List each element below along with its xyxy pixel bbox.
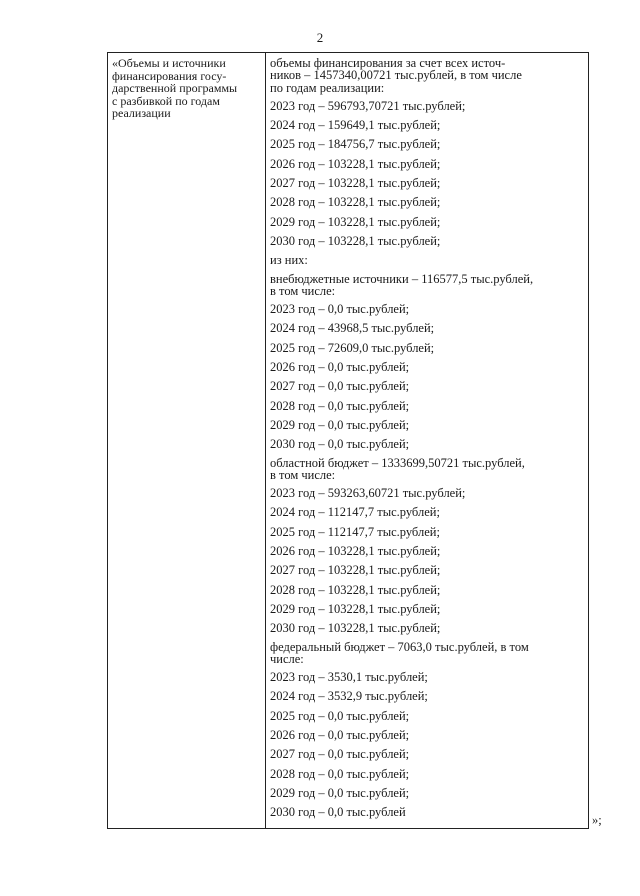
funding-line: 2023 год – 3530,1 тыс.рублей; <box>270 670 428 685</box>
funding-line: 2026 год – 103228,1 тыс.рублей; <box>270 156 441 171</box>
funding-line: 2024 год – 112147,7 тыс.рублей; <box>270 505 440 520</box>
section-heading: внебюджетные источники – 116577,5 тыс.рублей, в том числе: <box>270 271 534 298</box>
section-heading: объемы финансирования за счет всех источ- ников – 1457340,00721 тыс.рублей, в том числе по годам реализации: <box>270 56 522 95</box>
funding-line: 2025 год – 72609,0 тыс.рублей; <box>270 340 435 355</box>
funding-line: 2028 год – 103228,1 тыс.рублей; <box>270 195 441 210</box>
funding-line: 2027 год – 103228,1 тыс.рублей; <box>270 563 441 578</box>
funding-line: 2024 год – 159649,1 тыс.рублей; <box>270 118 441 133</box>
funding-line: 2025 год – 0,0 тыс.рублей; <box>270 708 410 723</box>
funding-line: 2026 год – 103228,1 тыс.рублей; <box>270 544 441 559</box>
funding-line: 2026 год – 0,0 тыс.рублей; <box>270 360 410 375</box>
funding-line: 2029 год – 103228,1 тыс.рублей; <box>270 601 441 616</box>
funding-line: 2029 год – 103228,1 тыс.рублей; <box>270 214 441 229</box>
funding-line: 2028 год – 0,0 тыс.рублей; <box>270 766 410 781</box>
funding-line: 2029 год – 0,0 тыс.рублей; <box>270 417 410 432</box>
section-heading: областной бюджет – 1333699,50721 тыс.рублей, в том числе: <box>270 455 525 482</box>
row-header-cell: «Объемы и источники финансирования госу- дарственной программы с разбивкой по годам реализации <box>112 56 238 120</box>
funding-line: 2028 год – 0,0 тыс.рублей; <box>270 398 410 413</box>
funding-line: 2028 год – 103228,1 тыс.рублей; <box>270 582 441 597</box>
funding-line: 2029 год – 0,0 тыс.рублей; <box>270 785 410 800</box>
funding-line: 2030 год – 0,0 тыс.рублей <box>270 805 406 820</box>
funding-line: 2024 год – 43968,5 тыс.рублей; <box>270 321 435 336</box>
funding-line: 2025 год – 112147,7 тыс.рублей; <box>270 524 440 539</box>
funding-details-cell <box>270 57 588 822</box>
funding-line: 2023 год – 593263,60721 тыс.рублей; <box>270 486 466 501</box>
funding-line: 2025 год – 184756,7 тыс.рублей; <box>270 137 441 152</box>
column-divider <box>265 53 266 828</box>
funding-line: 2030 год – 103228,1 тыс.рублей; <box>270 621 441 636</box>
funding-line: 2027 год – 0,0 тыс.рублей; <box>270 747 410 762</box>
closing-quote: »; <box>592 813 602 827</box>
section-heading: федеральный бюджет – 7063,0 тыс.рублей, в том числе: <box>270 639 529 666</box>
funding-table <box>107 52 589 829</box>
funding-line: из них: <box>270 253 308 268</box>
page-number: 2 <box>316 30 324 45</box>
funding-line: 2027 год – 103228,1 тыс.рублей; <box>270 176 441 191</box>
funding-line: 2023 год – 596793,70721 тыс.рублей; <box>270 98 466 113</box>
funding-line: 2030 год – 0,0 тыс.рублей; <box>270 437 410 452</box>
funding-line: 2023 год – 0,0 тыс.рублей; <box>270 302 410 317</box>
funding-line: 2026 год – 0,0 тыс.рублей; <box>270 727 410 742</box>
funding-line: 2024 год – 3532,9 тыс.рублей; <box>270 689 428 704</box>
funding-line: 2027 год – 0,0 тыс.рублей; <box>270 379 410 394</box>
funding-line: 2030 год – 103228,1 тыс.рублей; <box>270 233 441 248</box>
